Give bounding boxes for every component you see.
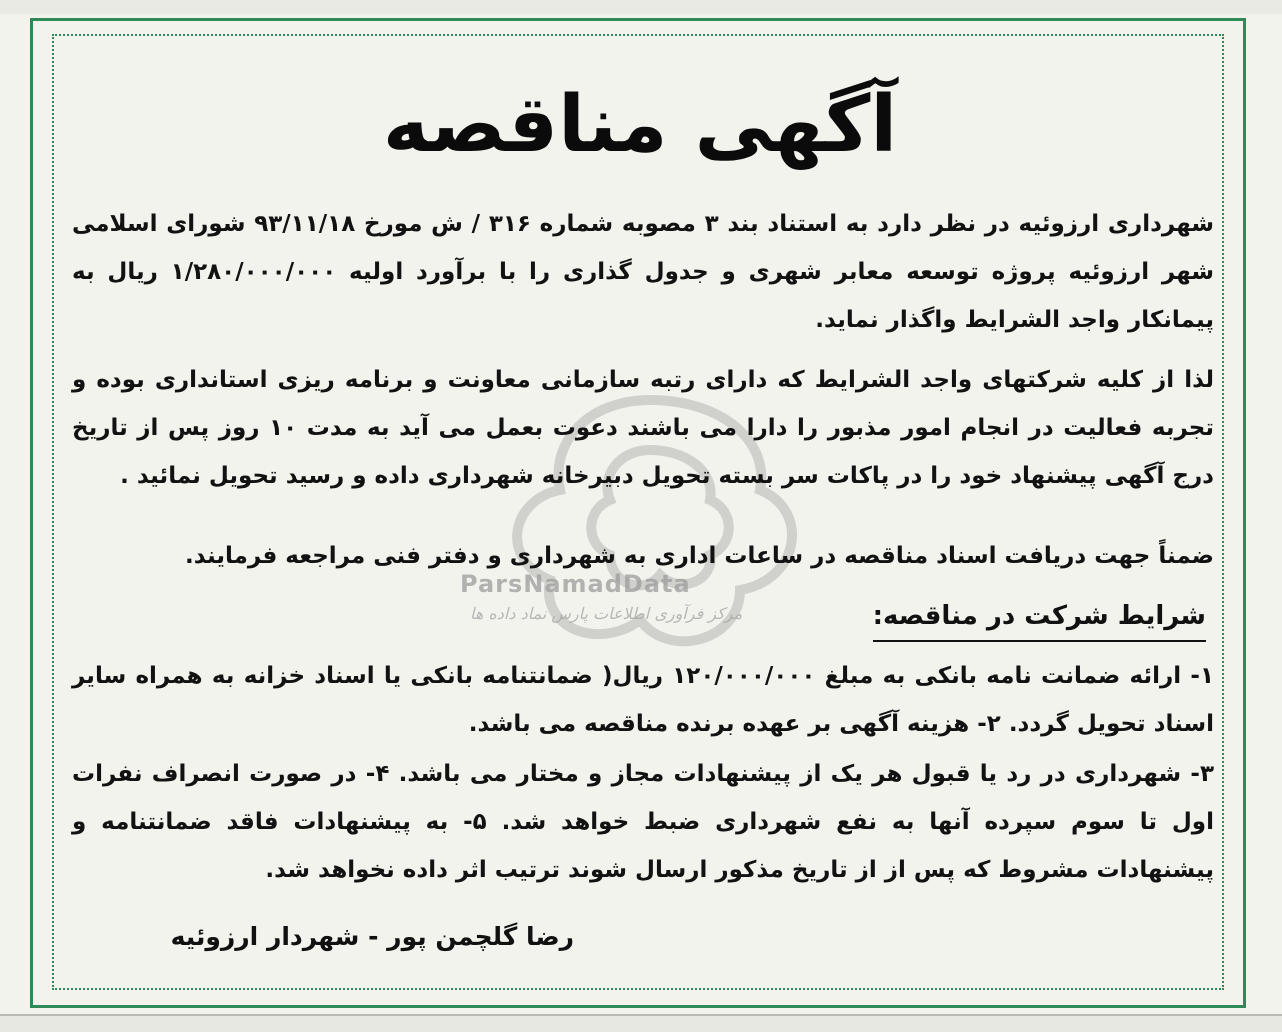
signature-line: رضا گلچمن پور - شهردار ارزوئیه [170, 922, 574, 951]
notice-title: آگهی مناقصه [382, 80, 898, 170]
watermark-brand: ParsNamadData [460, 570, 691, 598]
top-page-edge [0, 0, 1282, 14]
notice-paragraph-2: لذا از کلیه شرکتهای واجد الشرایط که دارای رتبه سازمانی معاونت و برنامه ریزی استانداری بوده و تجربه فعالیت در انجام امور مذبور را دارا می باشند دعوت بعمل می آید به مدت ۱۰ روز پس از تاریخ درج آگهی پیشنهاد خود را در پاکات سر بسته تحویل دبیرخانه شهرداری داده و رسید تحویل نمائید . [72, 367, 1214, 489]
notice-paragraph-1: شهرداری ارزوئیه در نظر دارد به استناد بند ۳ مصوبه شماره ۳۱۶ / ش مورخ ۹۳/۱۱/۱۸ شورای اسلامی شهر ارزوئیه پروژه توسعه معابر شهری و جدول گذاری را با برآورد اولیه ۱/۲۸۰/۰۰۰/۰۰۰ ریال به پیمانکار واجد الشرایط واگذار نماید. [72, 211, 1215, 333]
conditions-heading: شرایط شرکت در مناقصه: [873, 594, 1206, 642]
notice-paragraph-3: ضمناً جهت دریافت اسناد مناقصه در ساعات اداری به شهرداری و دفتر فنی مراجعه فرمایند. [184, 543, 1214, 569]
notice-content [66, 50, 1214, 980]
watermark-subtitle: مرکز فرآوری اطلاعات پارس نماد داده ها [470, 604, 743, 623]
bottom-page-edge [0, 1014, 1282, 1032]
condition-3-5: ۳- شهرداری در رد یا قبول هر یک از پیشنهادات مجاز و مختار می باشد. ۴- در صورت انصراف نفرات اول تا سوم سپرده آنها به نفع شهرداری ضبط خواهد شد. ۵- به پیشنهادات فاقد ضمانتنامه و پیشنهادات مشروط که پس از از تاریخ مذکور ارسال شوند ترتیب اثر داده نخواهد شد. [72, 761, 1214, 883]
condition-1-2: ۱- ارائه ضمانت نامه بانکی به مبلغ ۱۲۰/۰۰۰/۰۰۰ ریال( ضمانتنامه بانکی یا اسناد خزانه به همراه سایر اسناد تحویل گردد. ۲- هزینه آگهی بر عهده برنده مناقصه می باشد. [72, 663, 1214, 737]
